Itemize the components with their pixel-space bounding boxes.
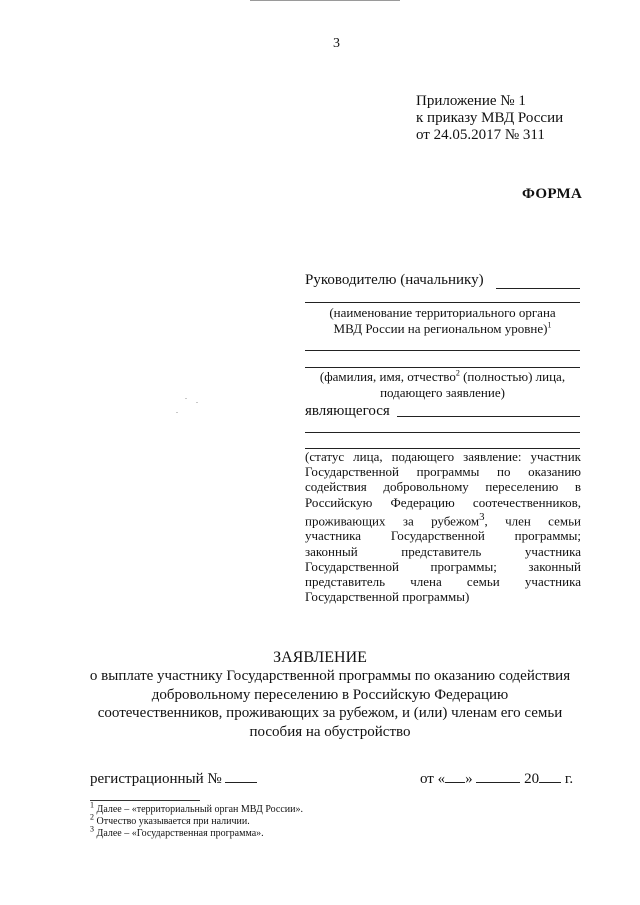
registration-label: регистрационный № <box>90 771 222 787</box>
top-edge-line <box>250 0 400 1</box>
footnote-mark-1: 1 <box>547 320 552 330</box>
footnote-mark-3: 3 <box>479 510 485 523</box>
being-label: являющегося <box>305 403 390 419</box>
appendix-line-1: Приложение № 1 <box>416 93 526 109</box>
organ-fill-line <box>305 302 580 303</box>
day-blank <box>445 769 465 783</box>
name-caption-line-2: подающего заявление) <box>380 385 505 400</box>
name-fill-line <box>305 367 580 368</box>
footnote-3: $^3$ Далее – «Государственная программа». <box>90 824 264 839</box>
appendix-line-3: от 24.05.2017 № 311 <box>416 127 545 143</box>
subtitle-line-1: о выплате участнику Государственной программы по оказанию содействия <box>89 668 571 684</box>
status-caption: (статус лица, подающего заявление: участник Государственной программы по оказанию содействия добровольному переселению в Российскую Федерацию соотечественников, проживающих за рубежом$^3$, член семьи участника Государственной программы; законный представитель участника Государственной программы; законный представитель члена семьи участника Государственной программы) <box>305 449 581 605</box>
name-caption-line-1: (фамилия, имя, отчество$^2$ (полностью) лица, <box>319 368 566 384</box>
footnote-separator <box>90 800 200 801</box>
registration-number-row <box>90 769 257 788</box>
scan-speck <box>176 412 178 413</box>
footnote-mark-2: 2 <box>455 368 460 378</box>
footnote-1: $^1$ Далее – «территориальный орган МВД России». <box>90 800 303 815</box>
being-fill-line <box>397 416 580 417</box>
year-prefix: 20 <box>524 771 540 787</box>
organ-caption-line-1: (наименование территориального органа <box>329 305 556 320</box>
appendix-line-2: к приказу МВД России <box>416 110 564 126</box>
subtitle-line-4: пособия на обустройство <box>249 723 411 740</box>
footnote-2: $^2$ Отчество указывается при наличии. <box>90 812 250 827</box>
statement-subtitle <box>60 667 600 741</box>
organ-caption-line-2: МВД России на региональном уровне)$^1$ <box>333 320 552 336</box>
scan-speck <box>196 402 198 403</box>
appendix-header <box>416 93 563 144</box>
addressee-fill-line <box>496 288 580 289</box>
registration-number-blank <box>225 769 257 783</box>
scan-speck <box>185 398 187 399</box>
month-blank <box>476 769 520 783</box>
organ-fill-line-2 <box>305 350 580 351</box>
year-blank <box>539 769 561 783</box>
statement-title: ЗАЯВЛЕНИЕ <box>273 649 367 666</box>
form-label: ФОРМА <box>522 186 583 202</box>
subtitle-line-3: соотечественников, проживающих за рубежом, и (или) членам его семьи <box>97 705 563 721</box>
organ-caption <box>305 305 580 337</box>
subtitle-line-2: добровольному переселению в Российскую Федерацию <box>151 686 509 703</box>
addressee-to-label: Руководителю (начальнику) <box>305 272 484 288</box>
page-number: 3 <box>333 36 340 51</box>
date-close: » <box>465 771 473 787</box>
status-fill-line-1 <box>305 432 580 433</box>
date-open: от « <box>420 771 446 787</box>
year-suffix: г. <box>564 771 574 787</box>
date-row <box>420 769 573 788</box>
name-caption <box>305 369 580 401</box>
